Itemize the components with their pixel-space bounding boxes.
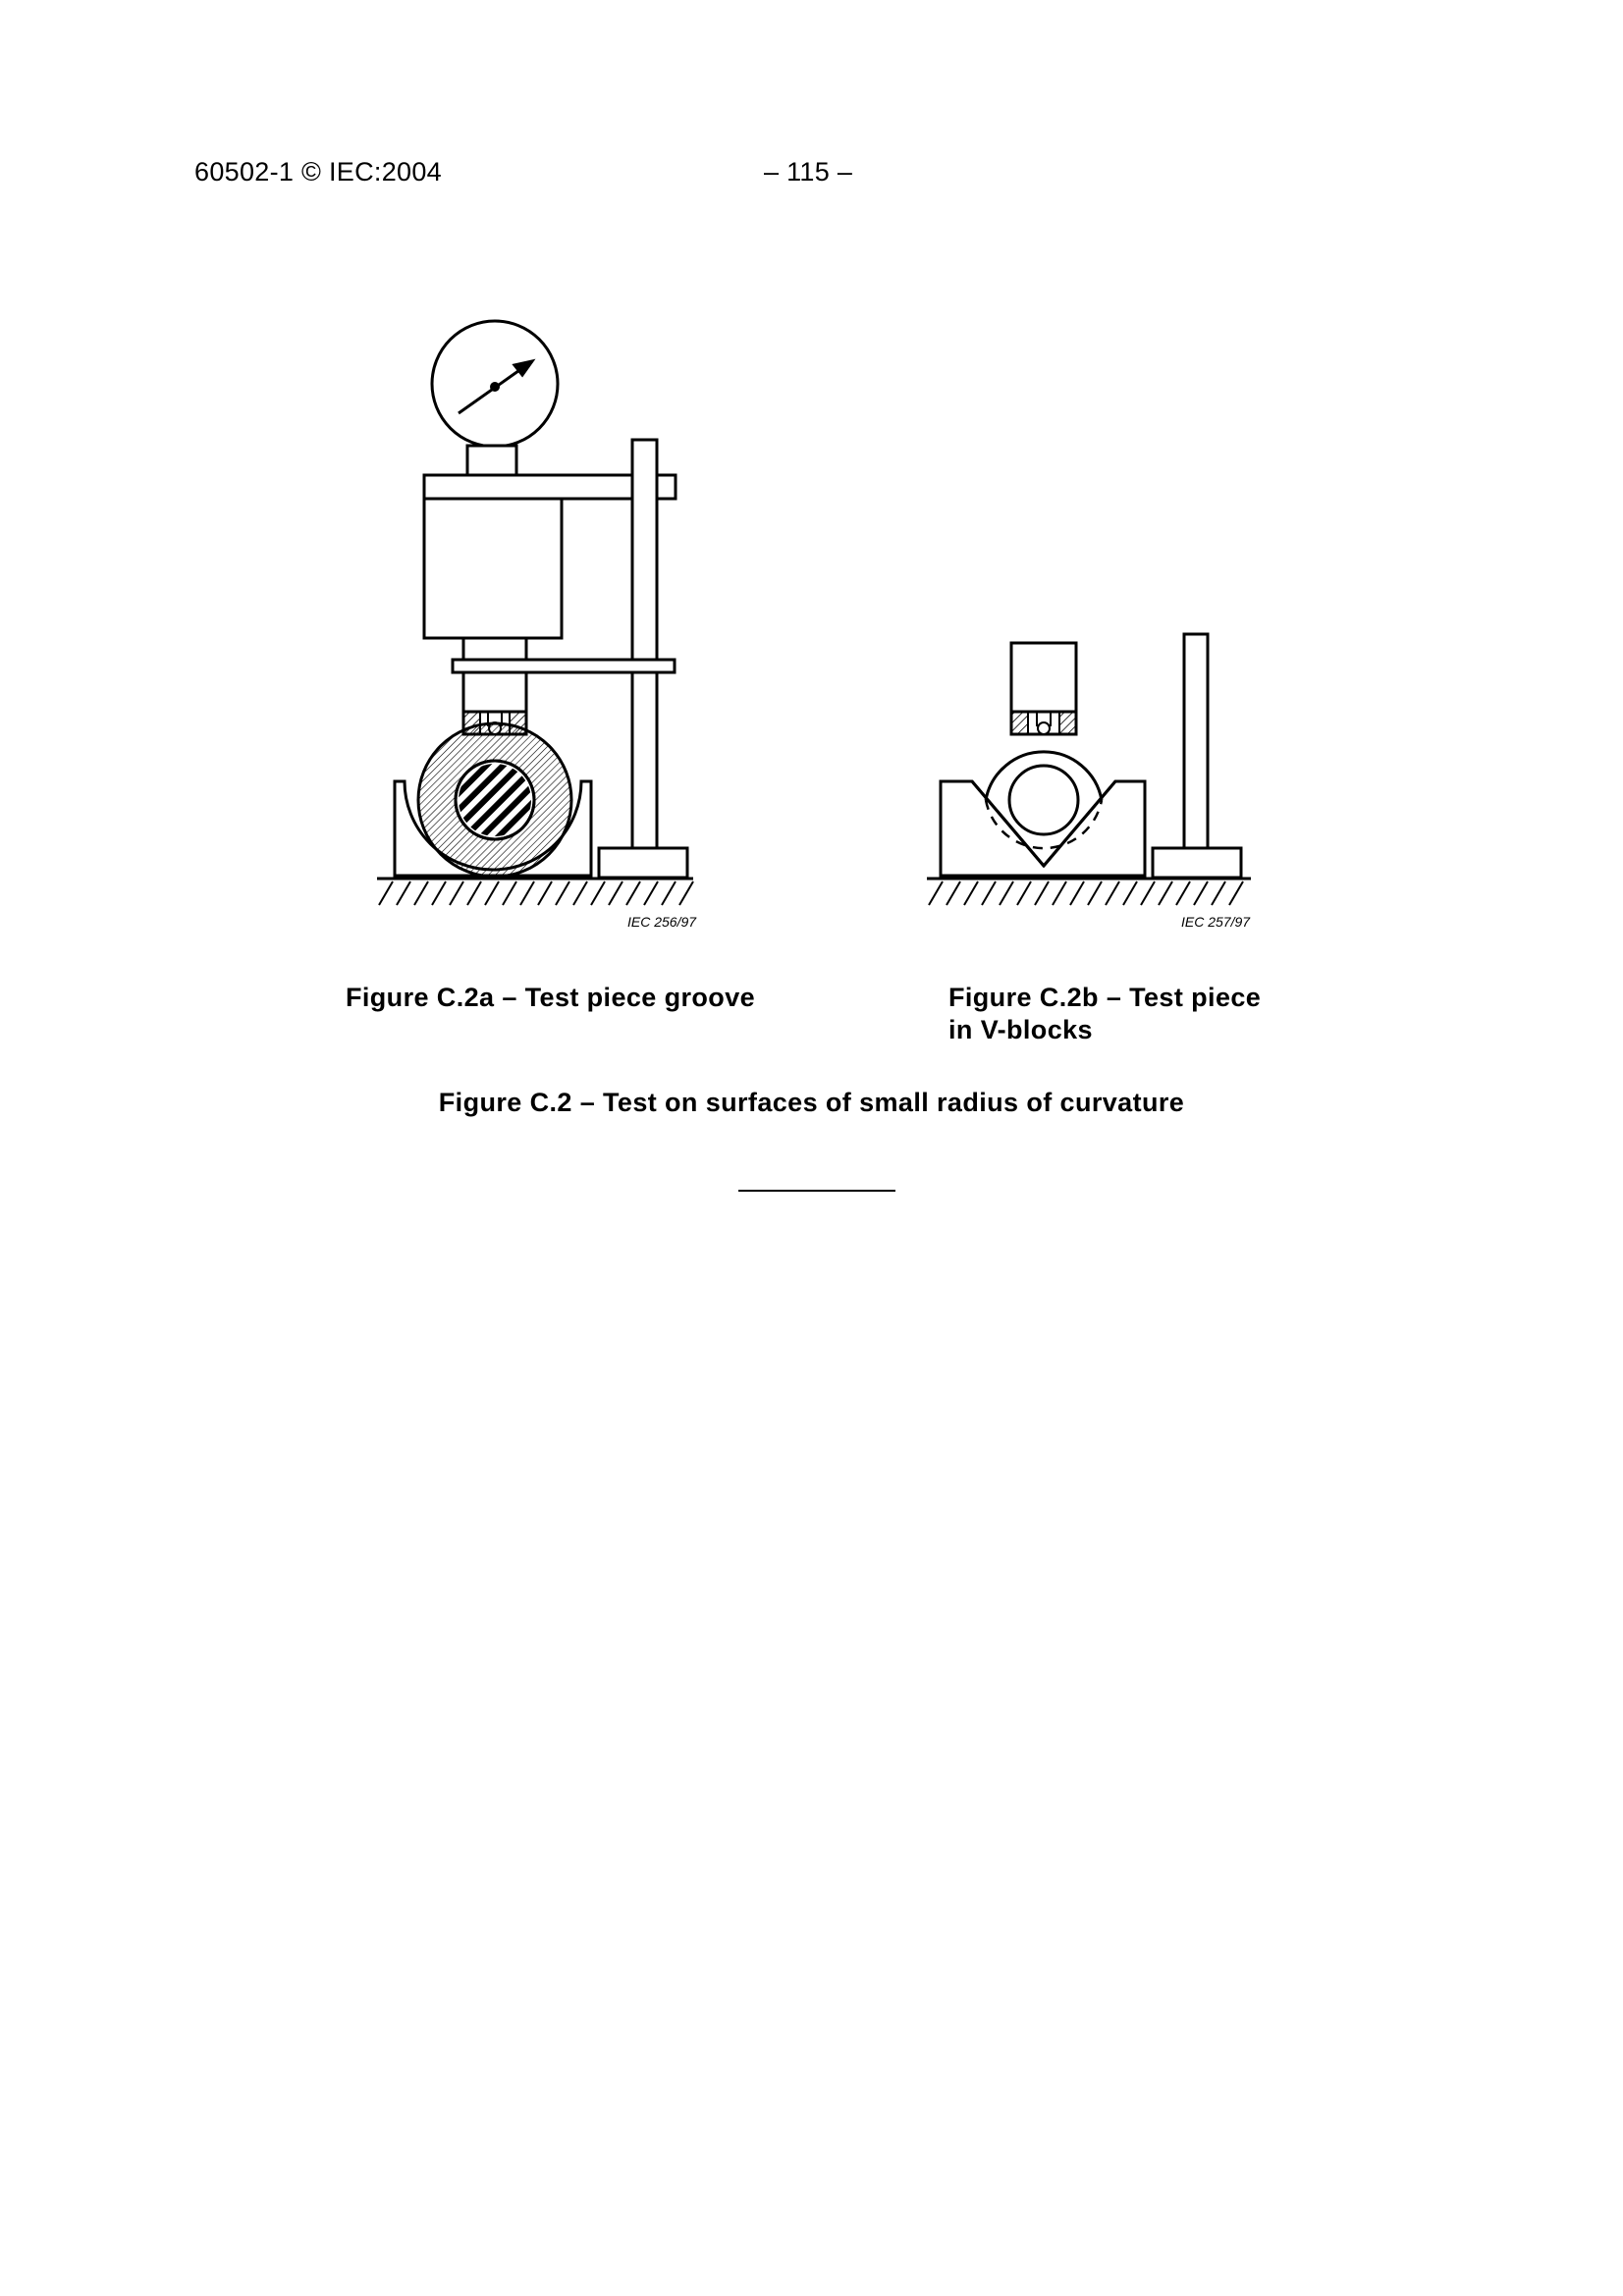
support-column [632, 440, 657, 848]
column-foot [599, 848, 687, 878]
figure-c2a-code: IEC 256/97 [627, 914, 697, 930]
figure-c2b-caption-line2: in V-blocks [948, 1015, 1093, 1044]
figure-c2b-drawing [907, 302, 1290, 940]
ground-hatching [929, 881, 1243, 905]
figure-c2-main-caption: Figure C.2 – Test on surfaces of small radius of curvature [438, 1088, 1185, 1117]
figure-c2b-code: IEC 257/97 [1181, 914, 1251, 930]
running-header-standard-ref: 60502-1 © IEC:2004 [194, 157, 442, 187]
indenter-housing [1011, 643, 1076, 712]
test-piece-core [459, 764, 531, 836]
figure-c2b-caption [948, 982, 1341, 1046]
figure-c2a-drawing [346, 302, 709, 940]
lower-guide-bar [453, 660, 675, 672]
figure-c2a-caption: Figure C.2a – Test piece groove [346, 983, 756, 1012]
end-of-section-rule [738, 1190, 895, 1192]
indenter-ball [1038, 722, 1050, 734]
actuator-body [424, 499, 562, 638]
column-foot [1153, 848, 1241, 878]
support-column [1184, 634, 1208, 848]
figure-c2b-caption-line1: Figure C.2b – Test piece [948, 983, 1262, 1012]
ground-hatching [379, 881, 693, 905]
page-number: – 115 – [764, 157, 853, 187]
test-piece-bore [1009, 766, 1078, 834]
